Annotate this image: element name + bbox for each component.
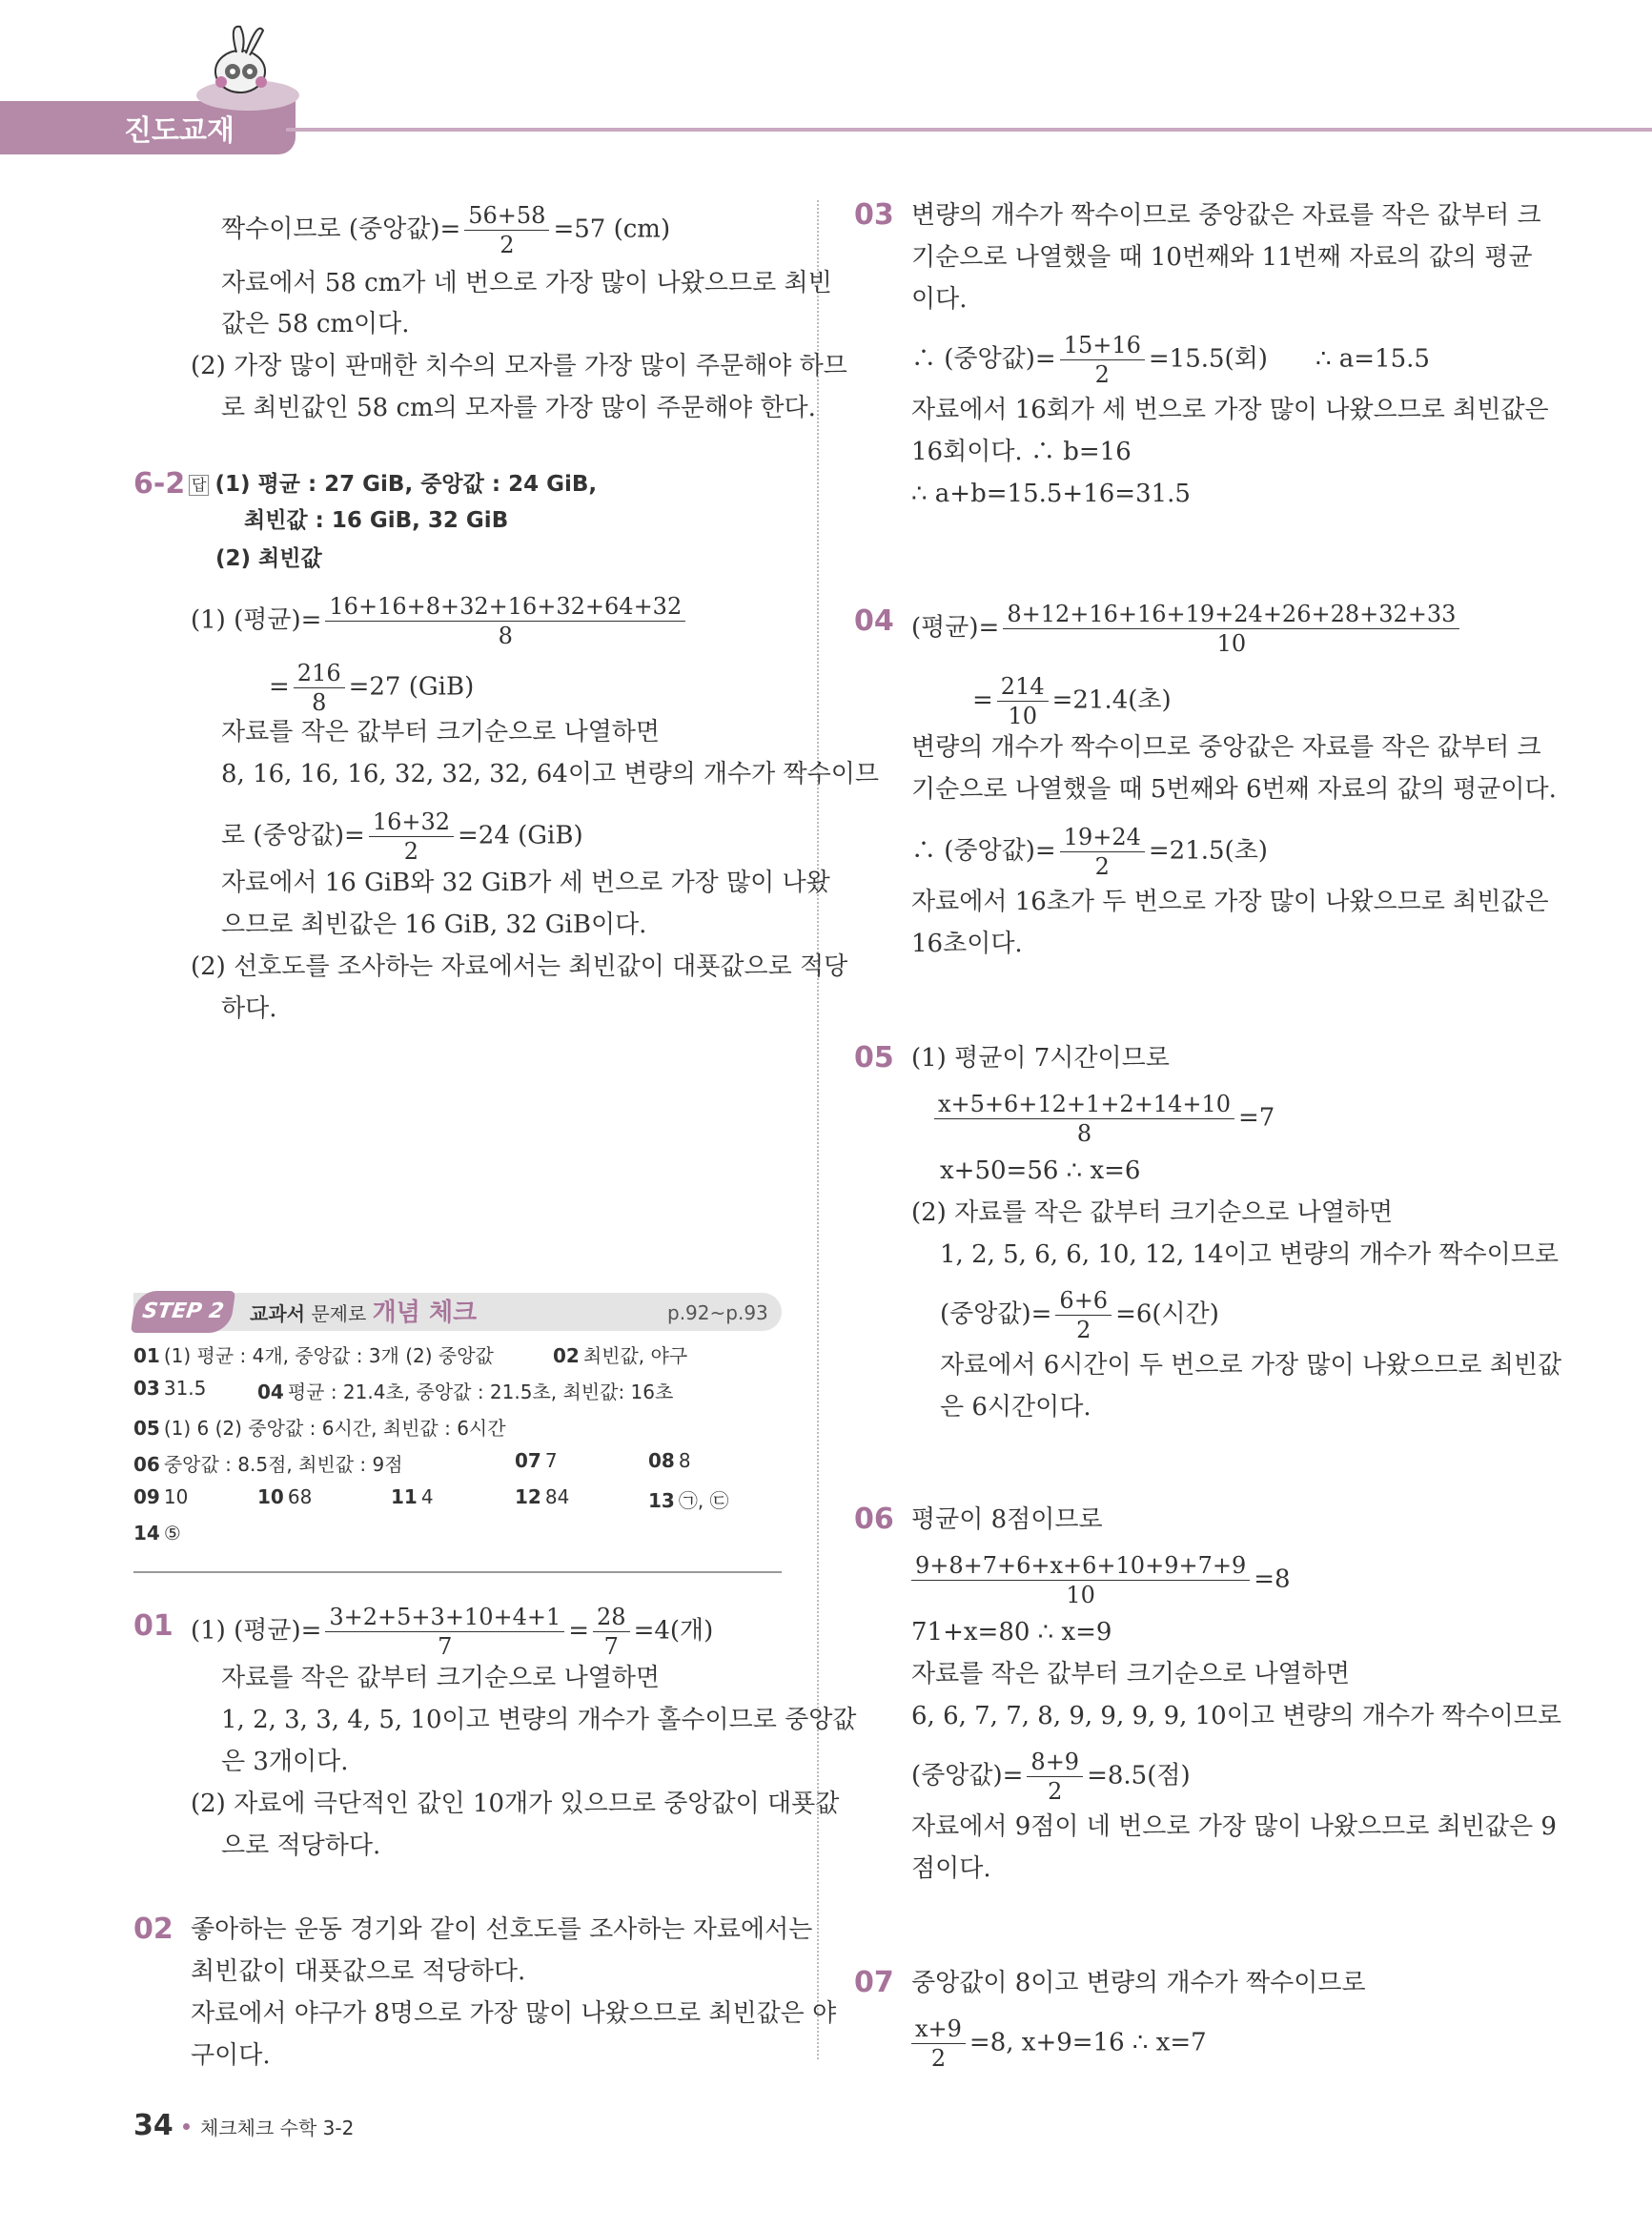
answer-icon: 답 (189, 475, 209, 496)
step2-answer-item (133, 1340, 494, 1368)
text-line: 자료를 작은 값부터 크기순으로 나열하면 (221, 1664, 661, 1692)
text-line: 은 3개이다. (221, 1748, 349, 1776)
step2-answer-item (515, 1485, 569, 1508)
text-line: 자료에서 16회가 세 번으로 가장 많이 나왔으므로 최빈값은 (911, 396, 1549, 424)
header-label: 진도교재 (124, 114, 235, 148)
step2-answer-text: 10 (163, 1485, 189, 1508)
text-line: 1, 2, 5, 6, 6, 10, 12, 14이고 변량의 개수가 짝수이므로 (940, 1240, 1559, 1269)
book-title: 체크체크 수학 3-2 (200, 2117, 355, 2139)
step2-answer-number: 10 (257, 1485, 284, 1508)
step2-answer-text: 최빈값, 야구 (582, 1344, 688, 1367)
footer-dot (183, 2123, 190, 2130)
answer-line-3: (2) 최빈값 (215, 546, 322, 571)
text-line: 평균이 8점이므로 (911, 1505, 1103, 1534)
math-line: $\frac{9+8+7+6+x+6+10+9+7+9}{10}$ =8 (911, 1554, 1291, 1606)
step2-answer-item (257, 1485, 312, 1508)
math-line: $\frac{x+5+6+12+1+2+14+10}{8}$ =7 (934, 1093, 1275, 1145)
step2-answer-text: 84 (544, 1485, 570, 1508)
step2-answer-text: 7 (544, 1449, 558, 1472)
text-line: 자료에서 9점이 네 번으로 가장 많이 나왔으므로 최빈값은 9 (911, 1812, 1557, 1841)
step2-answer-number: 12 (515, 1485, 541, 1508)
answer-line-2: 최빈값 : 16 GiB, 32 GiB (244, 508, 509, 533)
problem-number: 05 (854, 1041, 894, 1074)
text-line: 자료에서 야구가 8명으로 가장 많이 나왔으므로 최빈값은 야 (191, 1999, 837, 2028)
step2-answer-text: ⑤ (163, 1522, 181, 1545)
math-line: (1) (평균)= $\frac{3+2+5+3+10+4+1}{7}$ = $\frac{28}{7}$ =4(개) (191, 1604, 714, 1660)
step2-answer-item (133, 1522, 181, 1545)
step2-answer-item (553, 1340, 687, 1368)
text-line: (2) 선호도를 조사하는 자료에서는 최빈값이 대푯값으로 적당 (191, 952, 848, 981)
step2-answer-number: 03 (133, 1377, 160, 1400)
math-line: = $\frac{214}{10}$ =21.4(초) (972, 673, 1172, 729)
step2-answer-text: 31.5 (163, 1377, 207, 1400)
text-line: 좋아하는 운동 경기와 같이 선호도를 조사하는 자료에서는 (191, 1915, 813, 1944)
text-line: 16회이다. ∴ b=16 (911, 438, 1132, 466)
answer-line: 답 (1) 평균 : 27 GiB, 중앙값 : 24 GiB, (189, 465, 597, 503)
math-line: (1) (평균)= $\frac{16+16+8+32+16+32+64+32}{8}$ (191, 595, 689, 647)
text-line: 하다. (221, 994, 277, 1023)
sol-cont-line2: 자료에서 58 cm가 네 번으로 가장 많이 나왔으므로 최빈 (221, 269, 832, 297)
step2-answer-item (648, 1485, 729, 1513)
text-line: 변량의 개수가 짝수이므로 중앙값은 자료를 작은 값부터 크 (911, 201, 1541, 230)
problem-number: 07 (854, 1966, 894, 1999)
step2-answer-number: 11 (391, 1485, 418, 1508)
text-line: 점이다. (911, 1854, 991, 1883)
text-line: 6, 6, 7, 7, 8, 9, 9, 9, 9, 10이고 변량의 개수가 짝수이므로 (911, 1702, 1562, 1730)
text-line: 으므로 최빈값은 16 GiB, 32 GiB이다. (221, 910, 647, 939)
text-line: ∴ a+b=15.5+16=31.5 (911, 480, 1191, 508)
step2-answer-text: (1) 평균 : 4개, 중앙값 : 3개 (2) 중앙값 (163, 1344, 494, 1367)
step2-answer-number: 09 (133, 1485, 160, 1508)
step2-answer-number: 08 (648, 1449, 675, 1472)
step2-answer-number: 06 (133, 1453, 160, 1476)
sol-cont-line5: 로 최빈값인 58 cm의 모자를 가장 많이 주문해야 한다. (221, 394, 816, 422)
step2-answer-text: 68 (287, 1485, 313, 1508)
text-line: 기순으로 나열했을 때 10번째와 11번째 자료의 값의 평균 (911, 243, 1533, 272)
text-line: 구이다. (191, 2041, 271, 2070)
step2-answer-text: ㉠, ㉢ (678, 1489, 729, 1512)
problem-number: 04 (854, 604, 894, 638)
step2-answer-item (648, 1449, 691, 1472)
step2-answer-number: 05 (133, 1417, 160, 1440)
text-line: 자료에서 16 GiB와 32 GiB가 세 번으로 가장 많이 나왔 (221, 869, 830, 897)
step2-answer-text: (1) 6 (2) 중앙값 : 6시간, 최빈값 : 6시간 (163, 1417, 506, 1440)
text-line: 자료에서 6시간이 두 번으로 가장 많이 나왔으므로 최빈값 (940, 1351, 1562, 1380)
math-line: ∴ (중앙값)= $\frac{19+24}{2}$ =21.5(초) (911, 824, 1268, 880)
text-line: 1, 2, 3, 3, 4, 5, 10이고 변량의 개수가 홀수이므로 중앙값 (221, 1706, 857, 1734)
step2-answer-item (515, 1449, 558, 1472)
step2-bottom-rule (133, 1571, 782, 1573)
text-line: 자료에서 16초가 두 번으로 가장 많이 나왔으므로 최빈값은 (911, 888, 1549, 916)
text-line: 자료를 작은 값부터 크기순으로 나열하면 (911, 1660, 1351, 1688)
text-line: 8, 16, 16, 16, 32, 32, 32, 64이고 변량의 개수가 짝수이므 (221, 760, 880, 788)
text-line: 으로 적당하다. (221, 1831, 381, 1860)
step2-answer-number: 04 (257, 1381, 284, 1403)
text-line: 변량의 개수가 짝수이므로 중앙값은 자료를 작은 값부터 크 (911, 733, 1541, 762)
text-line: 중앙값이 8이고 변량의 개수가 짝수이므로 (911, 1969, 1366, 1997)
step2-answer-number: 14 (133, 1522, 160, 1545)
column-divider (817, 200, 819, 2059)
step2-answer-text: 평균 : 21.4초, 중앙값 : 21.5초, 최빈값: 16초 (287, 1381, 674, 1403)
problem-number: 6-2 (133, 467, 186, 501)
math-line: 로 (중앙값)= $\frac{16+32}{2}$ =24 (GiB) (221, 808, 583, 865)
text-line: x+50=56 ∴ x=6 (940, 1156, 1141, 1185)
mascot-icon (191, 19, 305, 114)
step2-answer-item (133, 1485, 188, 1508)
header-rule (286, 128, 1652, 132)
step2-answer-text: 중앙값 : 8.5점, 최빈값 : 9점 (163, 1453, 403, 1476)
text-line: 은 6시간이다. (940, 1393, 1091, 1422)
problem-number: 06 (854, 1503, 894, 1536)
problem-number: 01 (133, 1609, 173, 1643)
problem-number: 02 (133, 1913, 173, 1946)
text-line: 71+x=80 ∴ x=9 (911, 1618, 1112, 1647)
step2-answer-number: 02 (553, 1344, 580, 1367)
text-line: (2) 자료를 작은 값부터 크기순으로 나열하면 (911, 1198, 1394, 1227)
page-number: 34 (133, 2109, 173, 2142)
math-line: $\frac{x+9}{2}$ =8, x+9=16 ∴ x=7 (911, 2017, 1207, 2070)
math-line: (평균)= $\frac{8+12+16+16+19+24+26+28+32+33}{10}$ (911, 603, 1463, 655)
step2-answer-text: 4 (420, 1485, 434, 1508)
text-line: (2) 자료에 극단적인 값인 10개가 있으므로 중앙값이 대푯값 (191, 1790, 840, 1818)
text-line: 자료를 작은 값부터 크기순으로 나열하면 (221, 718, 661, 747)
step2-answer-item (391, 1485, 434, 1508)
step2-answer-item (133, 1377, 206, 1400)
step2-title: 교과서 문제로 개념 체크 (250, 1299, 478, 1327)
math-line: (중앙값)= $\frac{8+9}{2}$ =8.5(점) (911, 1749, 1191, 1805)
text-line: 기순으로 나열했을 때 5번째와 6번째 자료의 값의 평균이다. (911, 775, 1557, 804)
step2-answer-number: 13 (648, 1489, 675, 1512)
text-line: 최빈값이 대푯값으로 적당하다. (191, 1957, 526, 1986)
math-line: ∴ (중앙값)= $\frac{15+16}{2}$ =15.5(회) ∴ a=15.5 (911, 332, 1430, 388)
step2-badge: STEP 2 (131, 1291, 235, 1333)
text-line: 16초이다. (911, 930, 1023, 958)
step2-answer-number: 01 (133, 1344, 160, 1367)
step2-answer-item (257, 1377, 673, 1404)
step2-answer-item (133, 1413, 506, 1441)
sol-cont-line1: 짝수이므로 (중앙값)= $\frac{56+58}{2}$ =57 (cm) (221, 202, 671, 258)
step2-answer-grid (133, 1340, 791, 1560)
step2-pages: p.92~p.93 (667, 1301, 768, 1324)
sol-cont-line4: (2) 가장 많이 판매한 치수의 모자를 가장 많이 주문해야 하므 (191, 352, 847, 380)
step2-answer-text: 8 (678, 1449, 691, 1472)
sol-cont-line3: 값은 58 cm이다. (221, 310, 410, 338)
problem-number: 03 (854, 198, 894, 232)
step2-answer-number: 07 (515, 1449, 541, 1472)
math-line: = $\frac{216}{8}$ =27 (GiB) (269, 660, 475, 716)
text-line: 이다. (911, 285, 968, 314)
text-line: (1) 평균이 7시간이므로 (911, 1044, 1170, 1073)
step2-answer-item (133, 1449, 403, 1477)
math-line: (중앙값)= $\frac{6+6}{2}$ =6(시간) (940, 1287, 1219, 1343)
